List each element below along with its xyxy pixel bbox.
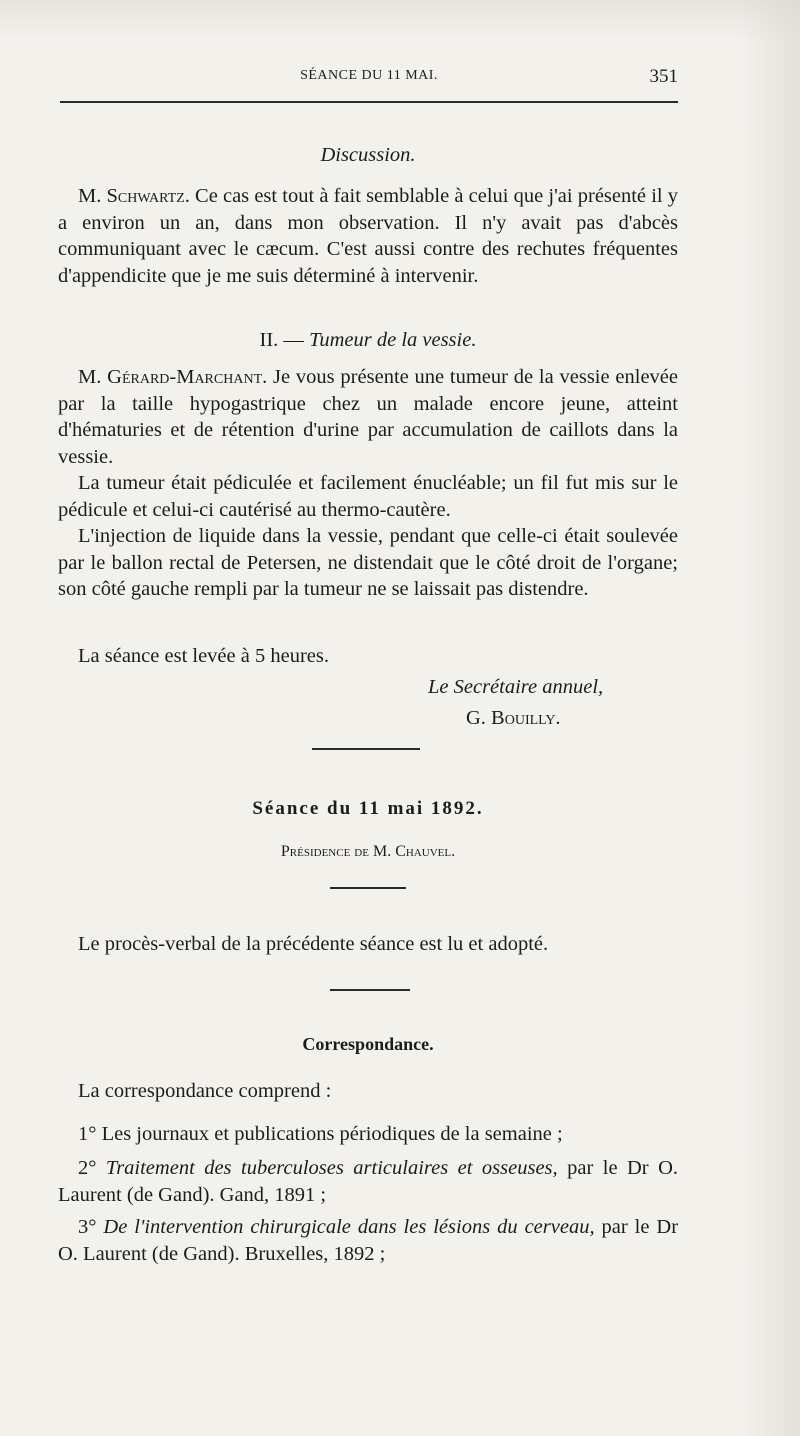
section-heading-tumeur bbox=[58, 327, 678, 354]
gerard-paragraph-3: L'injection de liquide dans la vessie, pendant que celle-ci était soulevée par le ballon rectal de Petersen, ne distendait que le côté droit de l'organe; son côté gauche rempli par la tumeur ne se laissait pas distendre. bbox=[58, 525, 678, 600]
correspondance-heading: Correspondance. bbox=[302, 1034, 434, 1054]
header-rule bbox=[60, 101, 678, 103]
page-edge-shadow bbox=[740, 0, 800, 1436]
gerard-paragraph-2: La tumeur était pédiculée et facilement énucléable; un fil fut mis sur le pédicule et celui-ci cautérisé au thermo-cautère. bbox=[58, 472, 678, 521]
schwartz-text: Ce cas est tout à fait semblable à celui que j'ai présenté il y a environ un an, dans mon observation. Il n'y avait pas d'abcès communiquant avec le cæcum. C'est aussi contre des rechutes fréquentes d'appendicite que je me suis déterminé à intervenir. bbox=[58, 185, 679, 287]
correspondance-item-2 bbox=[58, 1155, 678, 1208]
item-2-title: Traitement des tuberculoses articulaires et osseuses, bbox=[105, 1157, 558, 1179]
discussion-title: Discussion. bbox=[320, 144, 416, 166]
gerard-paragraph-1 bbox=[58, 364, 678, 470]
correspondance-item-3 bbox=[58, 1214, 678, 1267]
correspondance-item-1: 1° Les journaux et publications périodiques de la semaine ; bbox=[78, 1123, 563, 1145]
signature-role: Le Secrétaire annuel, bbox=[428, 676, 604, 698]
presidence-line bbox=[58, 839, 678, 866]
speaker-gerard: M. Gérard-Marchant. bbox=[78, 366, 268, 388]
item-2-rest: par le Dr O. Laurent (de Gand). Gand, 1891 ; bbox=[58, 1157, 679, 1206]
page-header bbox=[60, 64, 678, 94]
proces-verbal: Le procès-verbal de la précédente séance est lu et adopté. bbox=[78, 933, 549, 955]
separator-rule-1 bbox=[312, 748, 420, 750]
item-3-number: 3° bbox=[78, 1216, 97, 1238]
separator-rule-3 bbox=[330, 989, 410, 991]
item-3-title: De l'intervention chirurgicale dans les lésions du cerveau, bbox=[103, 1216, 595, 1238]
gerard-text-1: Je vous présente une tumeur de la vessie enlevée par la taille hypogastrique chez un malade encore jeune, atteint d'hématuries et de rétention d'urine par accumulation de caillots dans la vessie. bbox=[58, 366, 678, 468]
item-3-rest: par le Dr O. Laurent (de Gand). Bruxelles, 1892 ; bbox=[58, 1216, 679, 1265]
section-numeral: II. — bbox=[259, 329, 304, 351]
separator-rule-2 bbox=[330, 887, 406, 889]
speaker-schwartz: M. Schwartz. bbox=[78, 185, 190, 207]
presidence-text: Présidence de M. Chauvel. bbox=[280, 843, 456, 860]
closing-line: La séance est levée à 5 heures. bbox=[78, 645, 329, 667]
running-head: SÉANCE DU 11 MAI. bbox=[300, 68, 438, 83]
signature-name: G. Bouilly. bbox=[466, 707, 561, 729]
seance-title: Séance du 11 mai 1892. bbox=[252, 798, 484, 819]
correspondance-intro: La correspondance comprend : bbox=[78, 1080, 332, 1102]
section-title: Tumeur de la vessie. bbox=[309, 329, 477, 351]
page-number: 351 bbox=[649, 66, 678, 87]
item-2-number: 2° bbox=[78, 1157, 97, 1179]
schwartz-paragraph bbox=[58, 183, 678, 289]
page-top-shadow bbox=[0, 0, 800, 40]
